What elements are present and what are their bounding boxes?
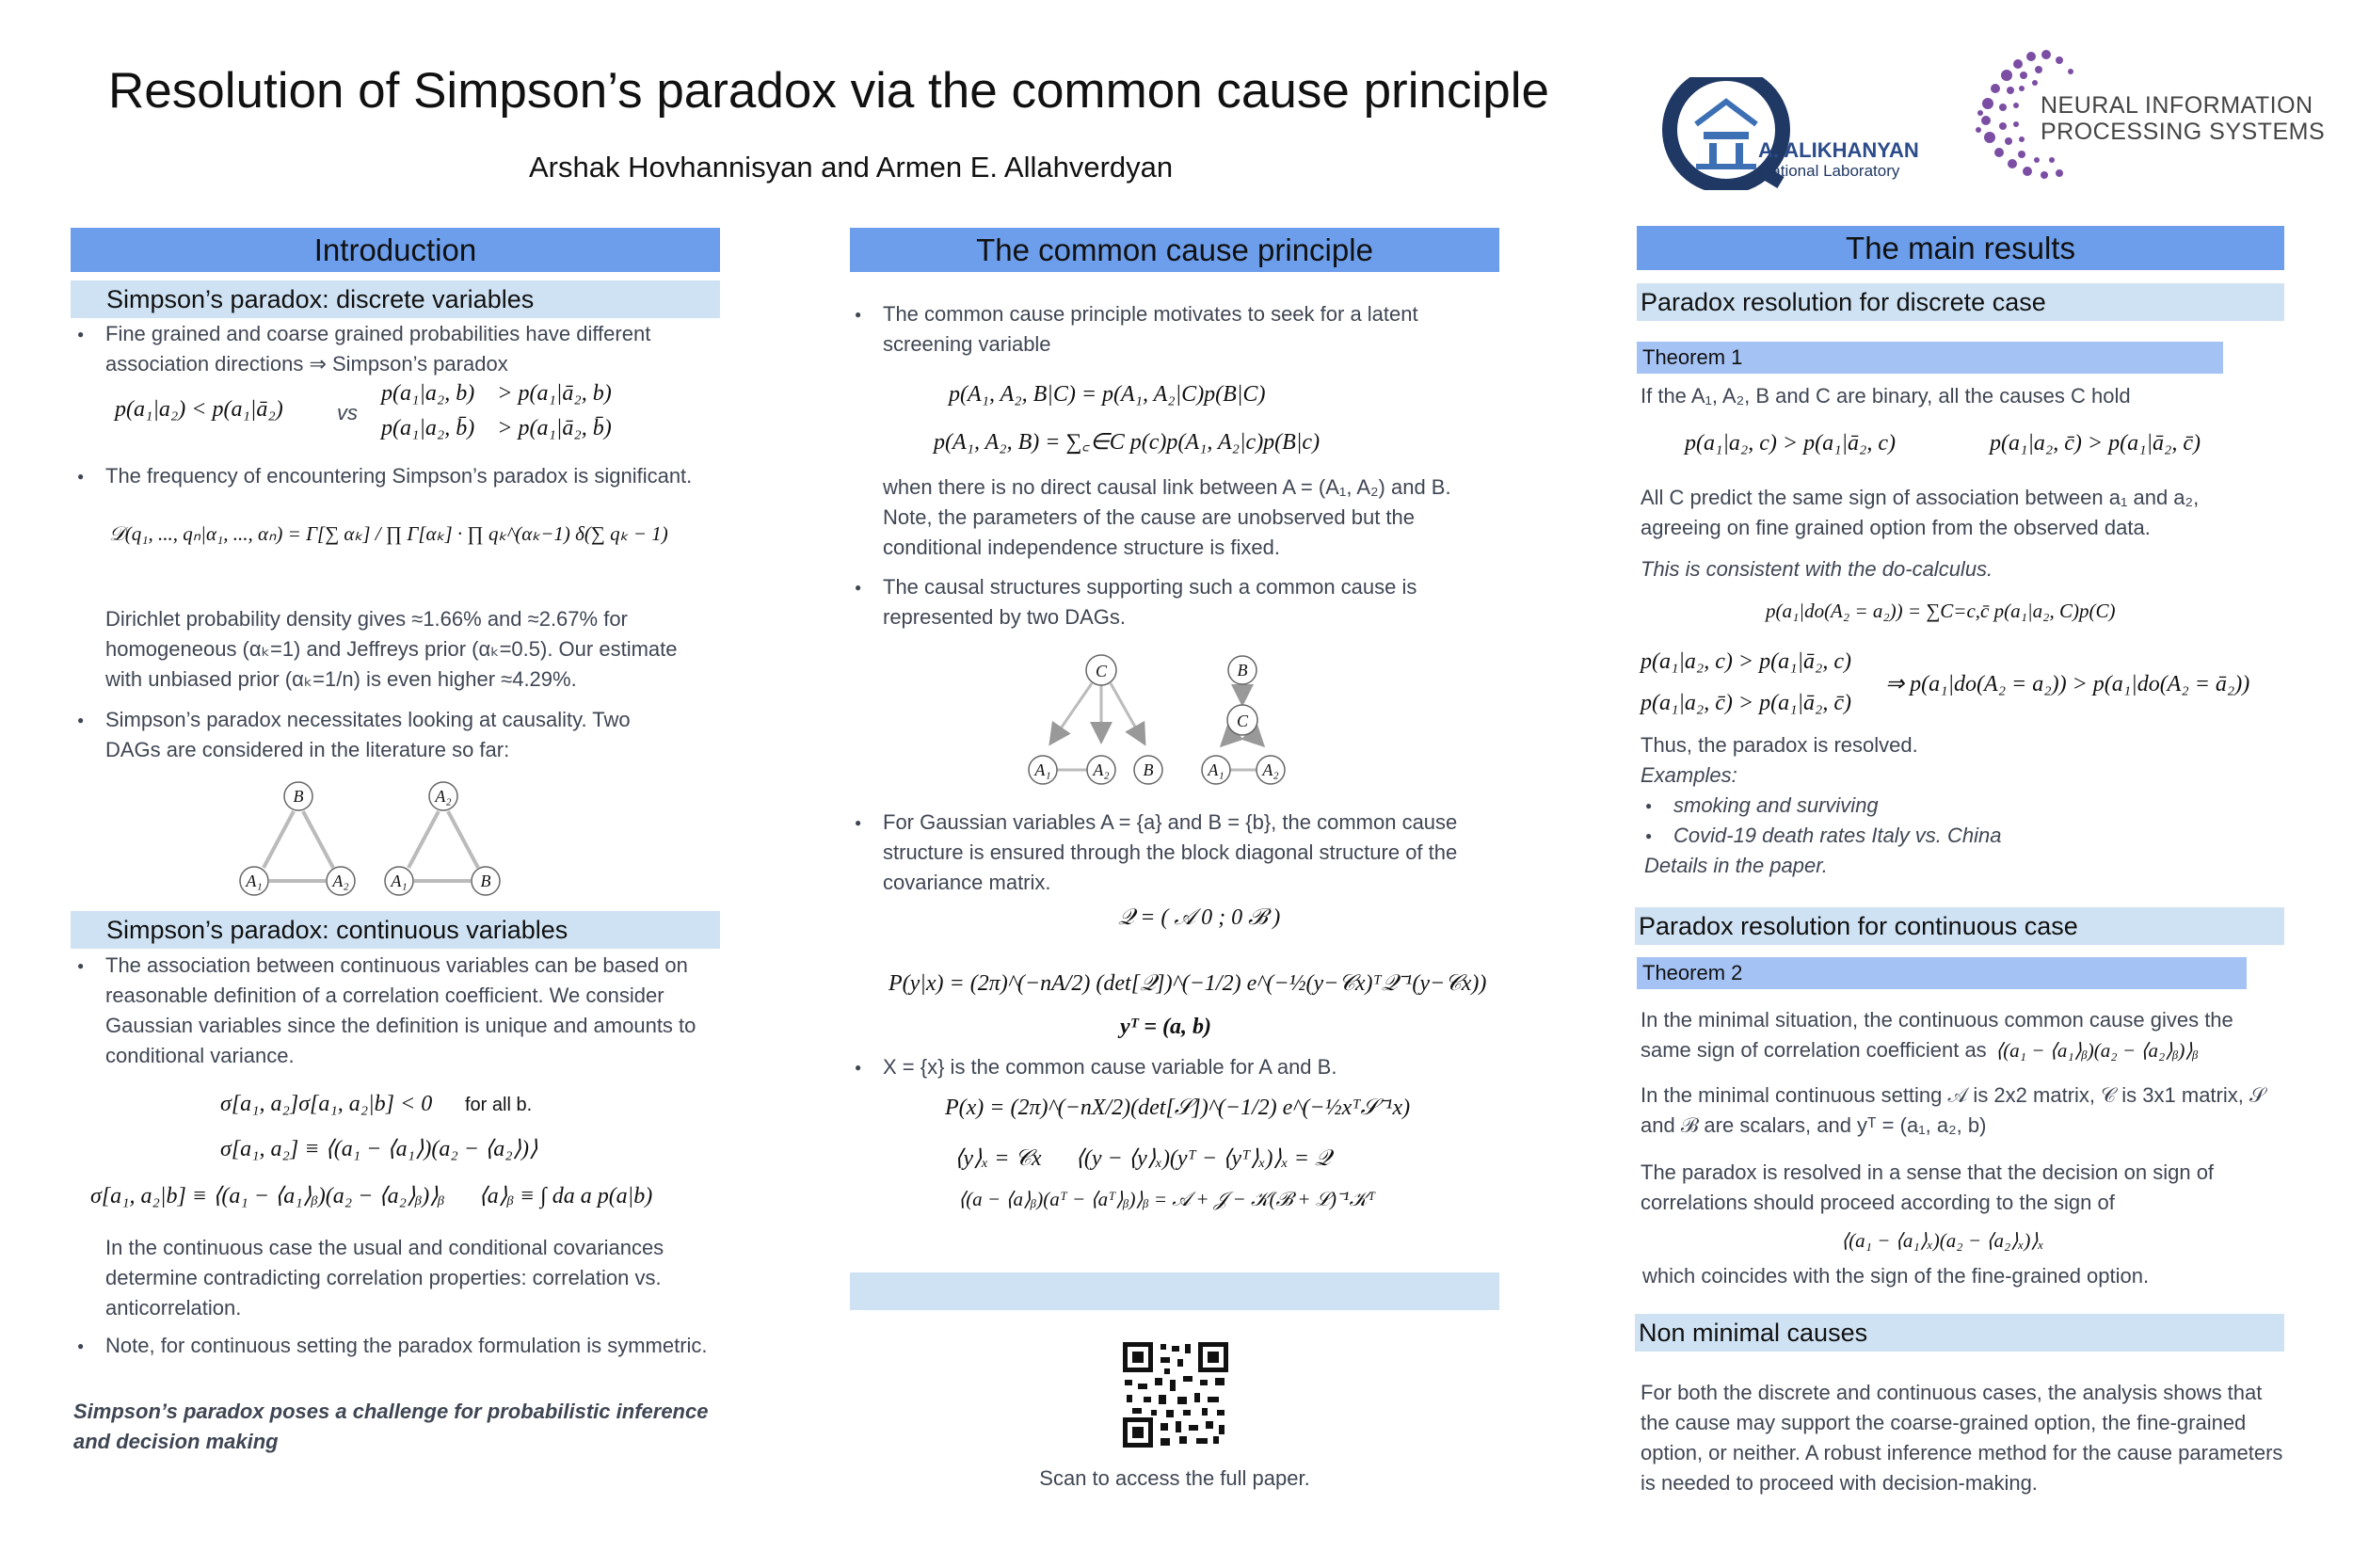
logo1-sub: National Laboratory (1760, 162, 1900, 180)
do-calculus-formula: p(a₁|do(A₂ = a₂)) = ∑C=c,c̄ p(a₁|a₂, C)p(C) (1766, 600, 2116, 622)
introduction-heading: Introduction (71, 228, 720, 272)
cc-math-1a: p(A₁, A₂, B|C) = p(A₁, A₂|C)p(B|C) (949, 382, 1266, 407)
examples-details: Details in the paper. (1644, 854, 1828, 877)
cc-dag2-label-c: C (1236, 712, 1249, 730)
cc-dag1-label-a1: A₁ (1034, 760, 1051, 779)
cc-dag2-edge-c-a1 (1222, 732, 1235, 745)
cc-bullet-4: ● X = {x} is the common cause variable for A and B. (883, 1052, 1485, 1082)
dag2-edge-a2-a1 (408, 811, 439, 868)
dirichlet-text: Dirichlet probability density gives ≈1.66% and ≈2.67% for homogeneous (αₖ=1) and Jeffreys prior (αₖ=0.5). Our estimate with unbiased prior (αₖ=1/n) is even higher ≈4.29%. (105, 607, 678, 691)
example-2: ● Covid-19 death rates Italy vs. China (1673, 821, 2002, 851)
intro-math-vs: vs (337, 401, 358, 424)
example-1: ● smoking and surviving (1673, 791, 1879, 821)
qr-caption: Scan to access the full paper. (1039, 1466, 1310, 1490)
cc-math-3c: yᵀ = (a, b) (1120, 1015, 1211, 1039)
dag2-label-a1: A₁ (391, 872, 408, 890)
dirichlet-formula: 𝒟(q₁, ..., qₙ|α₁, ..., αₙ) = Γ[∑ αₖ] / ∏ Γ[αₖ] · ∏ qₖ^(αₖ−1) δ(∑ qₖ − 1) (109, 522, 668, 545)
dag1-edge-b-a2 (303, 811, 333, 868)
continuous-subheading: Simpson’s paradox: continuous variables (71, 911, 720, 949)
logo1-name: A. ALIKHANYAN (1758, 138, 1919, 162)
results-text-7: which coincides with the sign of the fine-grained option. (1642, 1264, 2150, 1288)
cc-dag1-label-b: B (1143, 760, 1154, 779)
theorem-2-label: Theorem 2 (1637, 957, 2247, 989)
common-cause-dags (1016, 649, 1299, 791)
cc-text-1: when there is no direct causal link between A = (A₁, A₂) and B. Note, the parameters of the cause are unobserved but the conditional independence structure is fixed. (883, 475, 1451, 559)
results-text-3: Thus, the paradox is resolved. (1641, 733, 1918, 757)
intro-bullet-4: ● The association between continuous variables can be based on reasonable definition of a correlation coefficient. We consider Gaussian variables since the definition is unique and amounts to conditional variance. (105, 951, 717, 1071)
cc-math-1b: p(A₁, A₂, B) = ∑꜀∈C p(c)p(A₁, A₂|c)p(B|c) (934, 430, 1321, 455)
dag2-edge-a2-b (448, 811, 478, 868)
continuous-case-subheading: Paradox resolution for continuous case (1635, 907, 2284, 945)
dag2-label-b: B (480, 872, 491, 890)
results-text-1: All C predict the same sign of association between a₁ and a₂, agreeing on fine grained option from the observed data. (1641, 486, 2200, 539)
poster-title: Resolution of Simpson’s paradox via the common cause principle (108, 63, 1549, 119)
non-minimal-subheading: Non minimal causes (1635, 1314, 2284, 1352)
results-math-3a: p(a₁|a₂, c) > p(a₁|ā₂, c) (1641, 649, 1852, 674)
neurips-logo (1965, 47, 2326, 188)
results-math-4: ⟨(a₁ − ⟨a₁⟩ᵦ)(a₂ − ⟨a₂⟩ᵦ)⟩ᵦ (1995, 1039, 2199, 1062)
cc-bullet-1: ● The common cause principle motivates to seek for a latent screening variable (883, 299, 1466, 360)
intro-bullet-5: ● Note, for continuous setting the paradox formulation is symmetric. (105, 1331, 727, 1361)
intro-math-1c: p(a₁|a₂, b̄) > p(a₁|ā₂, b̄) (381, 416, 612, 440)
theorem-1-text: If the A₁, A₂, B and C are binary, all the causes C hold (1641, 384, 2131, 408)
cc-math-3a: 𝒬 = ( 𝒜 0 ; 0 ℬ ) (1118, 905, 1281, 930)
cc-math-4a: P(x) = (2π)^(−nX/2)(det[𝒮])^(−1/2) e^(−½xᵀ𝒮⁻¹x) (945, 1096, 1411, 1120)
cc-dag1-label-c: C (1095, 662, 1108, 680)
cc-bullet-2: ● The causal structures supporting such a common cause is represented by two DAGs. (883, 572, 1466, 632)
cov-math-1: σ[a₁, a₂]σ[a₁, a₂|b] < 0 (220, 1092, 433, 1116)
alikhanyan-logo (1658, 77, 1919, 190)
dag1-label-a1: A₁ (246, 872, 263, 890)
examples-label: Examples: (1641, 763, 1737, 787)
cc-math-4b: ⟨y⟩ₓ = 𝒞x ⟨(y − ⟨y⟩ₓ)(yᵀ − ⟨yᵀ⟩ₓ)⟩ₓ = 𝒬 (954, 1146, 1332, 1171)
logo2-line2: PROCESSING SYSTEMS (2041, 119, 2326, 145)
results-text-4: In the minimal situation, the continuous common cause gives the same sign of correlation coefficient as (1641, 1008, 2233, 1062)
dag1-label-b: B (293, 787, 304, 806)
results-text-2: This is consistent with the do-calculus. (1641, 557, 1993, 581)
literature-dags (226, 770, 508, 902)
results-math-3c: ⇒ p(a₁|do(A₂ = a₂)) > p(a₁|do(A₂ = ā₂)) (1885, 672, 2250, 696)
discrete-case-subheading: Paradox resolution for discrete case (1637, 283, 2284, 321)
logo2-line1: NEURAL INFORMATION (2041, 92, 2313, 119)
common-cause-heading: The common cause principle (850, 228, 1499, 272)
results-math-3b: p(a₁|a₂, c̄) > p(a₁|ā₂, c̄) (1641, 691, 1852, 715)
results-text-8: For both the discrete and continuous cases, the analysis shows that the cause may support the coarse-grained option, the fine-grained option, or neither. A robust inference method for the cause parameters is needed to proceed with decision-making. (1641, 1381, 2283, 1495)
cc-dag1-edge-c-b (1111, 683, 1144, 744)
dag1-edge-b-a1 (264, 811, 294, 868)
results-math-6: ⟨(a₁ − ⟨a₁⟩ₓ)(a₂ − ⟨a₂⟩ₓ)⟩ₓ (1841, 1229, 2044, 1252)
results-text-6: The paradox is resolved in a sense that the decision on sign of correlations should proceed according to the sign of (1641, 1160, 2215, 1214)
cov-math-3: σ[a₁, a₂|b] ≡ ⟨(a₁ − ⟨a₁⟩ᵦ)(a₂ − ⟨a₂⟩ᵦ)⟩ᵦ ⟨a⟩ᵦ ≡ ∫ da a p(a|b) (90, 1184, 653, 1208)
results-text-5: In the minimal continuous setting 𝒜 is 2x2 matrix, 𝒞 is 3x1 matrix, 𝒮 and ℬ are scalars, and yᵀ = (a₁, a₂, b) (1641, 1083, 2266, 1137)
discrete-subheading: Simpson’s paradox: discrete variables (71, 280, 720, 318)
cc-dag2-edge-c-a2 (1250, 732, 1263, 745)
cov-math-1-note: for all b. (465, 1095, 533, 1115)
cc-math-4c: ⟨(a − ⟨a⟩ᵦ)(aᵀ − ⟨aᵀ⟩ᵦ)⟩ᵦ = 𝒜 + 𝒥 − 𝒦(ℬ + ℒ)⁻¹𝒦ᵀ (958, 1188, 1376, 1210)
intro-conclusion: Simpson’s paradox poses a challenge for probabilistic inference and decision making (73, 1400, 709, 1453)
qr-code[interactable] (1123, 1342, 1228, 1448)
cc-bullet-3: ● For Gaussian variables A = {a} and B = {b}, the common cause structure is ensured through the block diagonal structure of the covariance matrix. (883, 808, 1485, 898)
continuous-text: In the continuous case the usual and conditional covariances determine contradicting correlation properties: correlation vs. anticorrelation. (105, 1236, 664, 1320)
cc-dag2-label-b: B (1237, 661, 1248, 680)
middle-blank-bar (850, 1272, 1499, 1310)
theorem-1-math-b: p(a₁|a₂, c̄) > p(a₁|ā₂, c̄) (1990, 431, 2201, 456)
intro-bullet-1: ● Fine grained and coarse grained probabilities have different association directions ⇒ Simpson’s paradox (105, 319, 708, 379)
cov-math-2: σ[a₁, a₂] ≡ ⟨(a₁ − ⟨a₁⟩)(a₂ − ⟨a₂⟩)⟩ (220, 1137, 538, 1161)
main-results-heading: The main results (1637, 226, 2284, 270)
cc-dag2-label-a2: A₂ (1262, 760, 1279, 779)
dag1-label-a2: A₂ (332, 872, 349, 890)
cc-dag1-edge-c-a1 (1050, 683, 1092, 744)
poster-authors: Arshak Hovhannisyan and Armen E. Allahverdyan (529, 151, 1174, 184)
intro-math-1b: p(a₁|a₂, b) > p(a₁|ā₂, b) (381, 381, 612, 406)
cc-math-3b: P(y|x) = (2π)^(−nA/2) (det[𝒬])^(−1/2) e^(−½(y−𝒞x)ᵀ𝒬⁻¹(y−𝒞x)) (888, 971, 1487, 996)
theorem-1-math-a: p(a₁|a₂, c) > p(a₁|ā₂, c) (1685, 431, 1897, 456)
theorem-1-label: Theorem 1 (1637, 342, 2223, 374)
intro-bullet-2: ● The frequency of encountering Simpson’s paradox is significant. (105, 461, 727, 491)
intro-bullet-3: ● Simpson’s paradox necessitates looking at causality. Two DAGs are considered in the literature so far: (105, 705, 670, 765)
dag2-label-a2: A₂ (435, 787, 452, 806)
cc-dag1-label-a2: A₂ (1093, 760, 1110, 779)
cc-dag2-label-a1: A₁ (1208, 760, 1225, 779)
intro-math-1a: p(a₁|a₂) < p(a₁|ā₂) (115, 397, 283, 422)
